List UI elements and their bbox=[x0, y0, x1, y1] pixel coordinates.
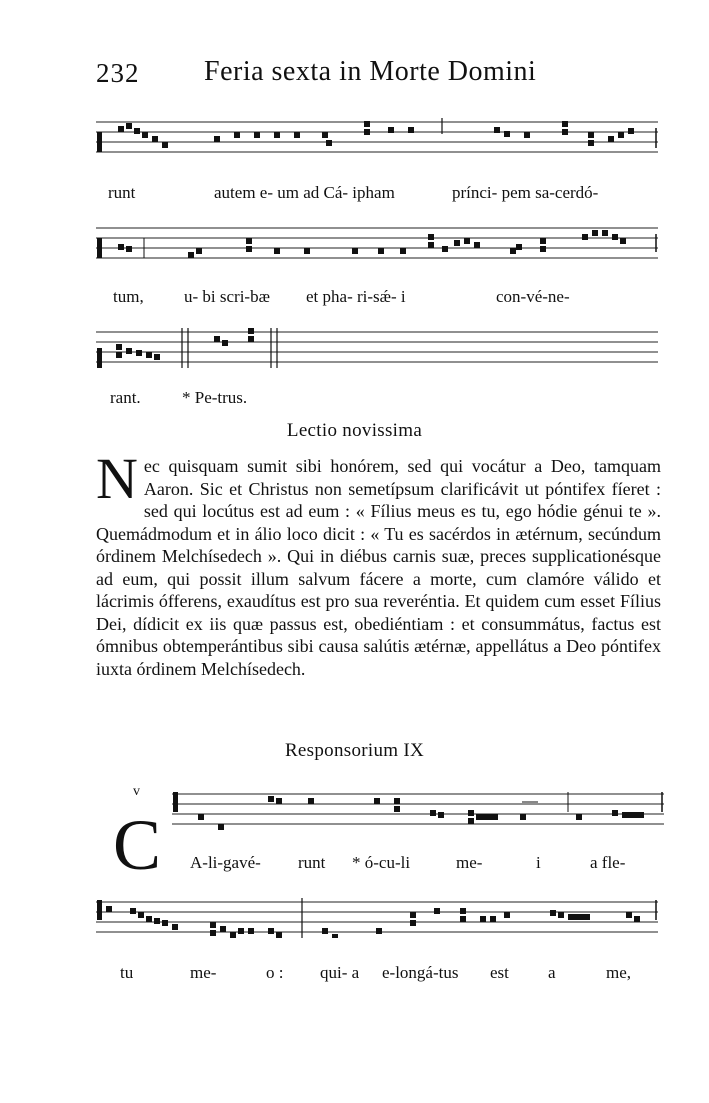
chant-1-syllables-a: runt bbox=[108, 183, 136, 202]
resp-2-syl-4: e-longá-tus bbox=[382, 963, 459, 982]
lectio-text bbox=[96, 446, 661, 680]
resp-1-syl-1: runt bbox=[298, 853, 326, 872]
responsorium-heading: Responsorium IX bbox=[284, 740, 425, 761]
responsorium-initial: C bbox=[113, 805, 162, 885]
page-number: 232 bbox=[96, 58, 140, 88]
resp-1-syl-0: A-li-gavé- bbox=[190, 853, 261, 872]
resp-1-syl-3: me- bbox=[456, 853, 483, 872]
resp-2-syl-3: qui- a bbox=[320, 963, 360, 982]
chant-staff-1 bbox=[96, 118, 658, 158]
chant-3-syllables-b: * Pe-trus. bbox=[182, 388, 248, 407]
resp-1-syl-2: * ó-cu-li bbox=[352, 853, 411, 872]
versicle-mark: v bbox=[133, 784, 140, 799]
chant-staff-4 bbox=[172, 790, 664, 830]
resp-2-syl-0: tu bbox=[120, 963, 134, 982]
resp-2-syl-6: a bbox=[548, 963, 556, 982]
lectio-body: ec quisquam sumit sibi honórem, sed qui vocátur a Deo, tamquam Aaron. Sic et Christus non semetípsum clarificávit ut póntifex fíeret : sed qui locútus est ad eum : « Fílius meus es tu, ego hódie génui te ». Quemádmodum et in álio loco dicit : « Tu es sacérdos in ætérnum, secúndum órdinem Melchísedech ». Qui in diébus carnis suæ, preces supplicationésque ad eum, qui possit illum salvum fácere a morte, cum clamóre válido et lácrimis ófferens, exaudítus est pro sua reveréntia. Et quidem cum esset Fílius Dei, dídicit ex iis quæ passus est, obediéntiam : et consummátus, factus est ómnibus obtemperántibus sibi causa salútis ætérnæ, appellátus a Deo póntifex iuxta órdinem Melchísedech. bbox=[96, 456, 661, 679]
chant-3-syllables-a: rant. bbox=[110, 388, 141, 407]
page-title: Feria sexta in Morte Domini bbox=[204, 56, 537, 87]
resp-1-syl-4: i bbox=[536, 853, 541, 872]
chant-2-syllables-d: con-vé-ne- bbox=[496, 287, 570, 306]
chant-staff-2 bbox=[96, 224, 658, 264]
lectio-heading: Lectio novissima bbox=[286, 420, 423, 441]
chant-1-syllables-c: prínci- pem sa-cerdó- bbox=[452, 183, 599, 202]
chant-2-syllables-b: u- bi scri-bæ bbox=[184, 287, 270, 306]
chant-staff-3 bbox=[96, 328, 658, 368]
lectio-initial: N bbox=[96, 446, 138, 511]
resp-2-syl-1: me- bbox=[190, 963, 217, 982]
resp-2-syl-7: me, bbox=[606, 963, 632, 982]
resp-2-syl-2: o : bbox=[266, 963, 284, 982]
chant-2-syllables-c: et pha- ri-sǽ- i bbox=[306, 287, 406, 306]
resp-2-syl-5: est bbox=[490, 963, 509, 982]
chant-1-syllables-b: autem e- um ad Cá- ipham bbox=[214, 183, 395, 202]
resp-1-syl-5: a fle- bbox=[590, 853, 626, 872]
chant-2-syllables-a: tum, bbox=[113, 287, 144, 306]
chant-staff-5 bbox=[96, 898, 658, 938]
